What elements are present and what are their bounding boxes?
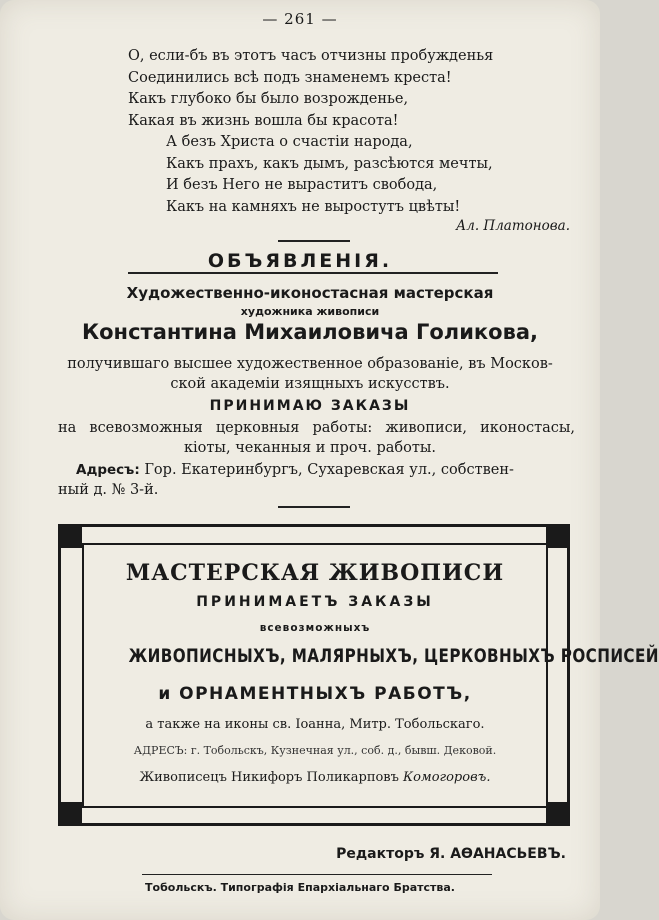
poem-line: Соединились всѣ подъ знаменемъ креста! bbox=[128, 69, 452, 86]
editor-line: Редакторъ Я. АѲАНАСЬЕВЪ. bbox=[336, 846, 566, 862]
ad1-works-line1: на всевозможныя церковныя работы: живописи, иконостасы, bbox=[58, 420, 575, 436]
footer-rule bbox=[142, 874, 492, 875]
ad2-ornamental: и ОРНАМЕНТНЫХЪ РАБОТЪ, bbox=[158, 684, 472, 704]
ad1-works-line2: кіоты, чеканныя и проч. работы. bbox=[183, 440, 437, 456]
frame-corner bbox=[546, 802, 570, 826]
poem-line: Какъ прахъ, какъ дымъ, разсѣются мечты, bbox=[166, 155, 493, 172]
ad2-all-kinds: всевозможныхъ bbox=[259, 622, 371, 634]
poem-line: О, если-бъ въ этотъ часъ отчизны пробужденья bbox=[128, 48, 494, 64]
poem-line: Какая въ жизнь вошла бы красота! bbox=[128, 112, 399, 129]
ad1-address-text: Гор. Екатеринбургъ, Сухаревская ул., собствен- bbox=[144, 462, 514, 478]
frame-corner bbox=[546, 524, 570, 548]
poem-line: Какъ глубоко бы было возрожденье, bbox=[128, 91, 409, 107]
ad1-artist-name: Константина Михаиловича Голикова, bbox=[81, 320, 539, 344]
divider bbox=[278, 506, 350, 508]
poem-line: И безъ Него не выраститъ свобода, bbox=[166, 177, 438, 193]
poem-author: Ал. Платонова. bbox=[456, 218, 570, 234]
ad2-address: АДРЕСЪ: г. Тобольскъ, Кузнечная ул., соб. д., бывш. Дековой. bbox=[133, 744, 497, 757]
page-number: — 261 — bbox=[262, 10, 338, 28]
ad1-education-line1: получившаго высшее художественное образованіе, въ Москов- bbox=[67, 356, 553, 372]
frame-corner bbox=[58, 524, 82, 548]
ad2-accepts-orders: ПРИНИМАЕТЪ ЗАКАЗЫ bbox=[196, 594, 434, 610]
ad1-accepting-orders: ПРИНИМАЮ ЗАКАЗЫ bbox=[209, 398, 411, 414]
printer-line: Тобольскъ. Типографія Епархіальнаго Братства. bbox=[145, 881, 455, 894]
poem-line: А безъ Христа о счастіи народа, bbox=[166, 134, 413, 150]
ad1-address-line1 bbox=[76, 462, 514, 478]
ad2-painter-surname: Комогоровъ. bbox=[403, 770, 491, 785]
heading-underline bbox=[128, 272, 498, 274]
ad1-workshop-line: Художественно-иконостасная мастерская bbox=[126, 284, 494, 302]
ad2-icons-line: а также на иконы св. Іоанна, Митр. Тобольскаго. bbox=[145, 717, 485, 732]
frame-corner bbox=[58, 802, 82, 826]
ad2-painter bbox=[82, 770, 548, 785]
ad2-works: ЖИВОПИСНЫХЪ, МАЛЯРНЫХЪ, ЦЕРКОВНЫХЪ РОСПИСЕЙ bbox=[128, 645, 659, 667]
ad1-artist-line: художника живописи bbox=[240, 305, 380, 318]
ads-heading: ОБЪЯВЛЕНІЯ. bbox=[207, 250, 393, 272]
ad2-painter-prefix: Живописецъ Никифоръ Поликарповъ bbox=[139, 770, 399, 785]
ad2-title: МАСТЕРСКАЯ ЖИВОПИСИ bbox=[125, 560, 505, 586]
divider bbox=[278, 240, 350, 242]
ad1-address-line2: ный д. № 3-й. bbox=[58, 482, 159, 498]
poem bbox=[128, 46, 578, 218]
poem-line: Какъ на камняхъ не выростутъ цвѣты! bbox=[166, 198, 461, 215]
ad1-address-label: Адресъ: bbox=[76, 462, 140, 478]
ad1-education-line2: ской академіи изящныхъ искусствъ. bbox=[170, 376, 450, 392]
